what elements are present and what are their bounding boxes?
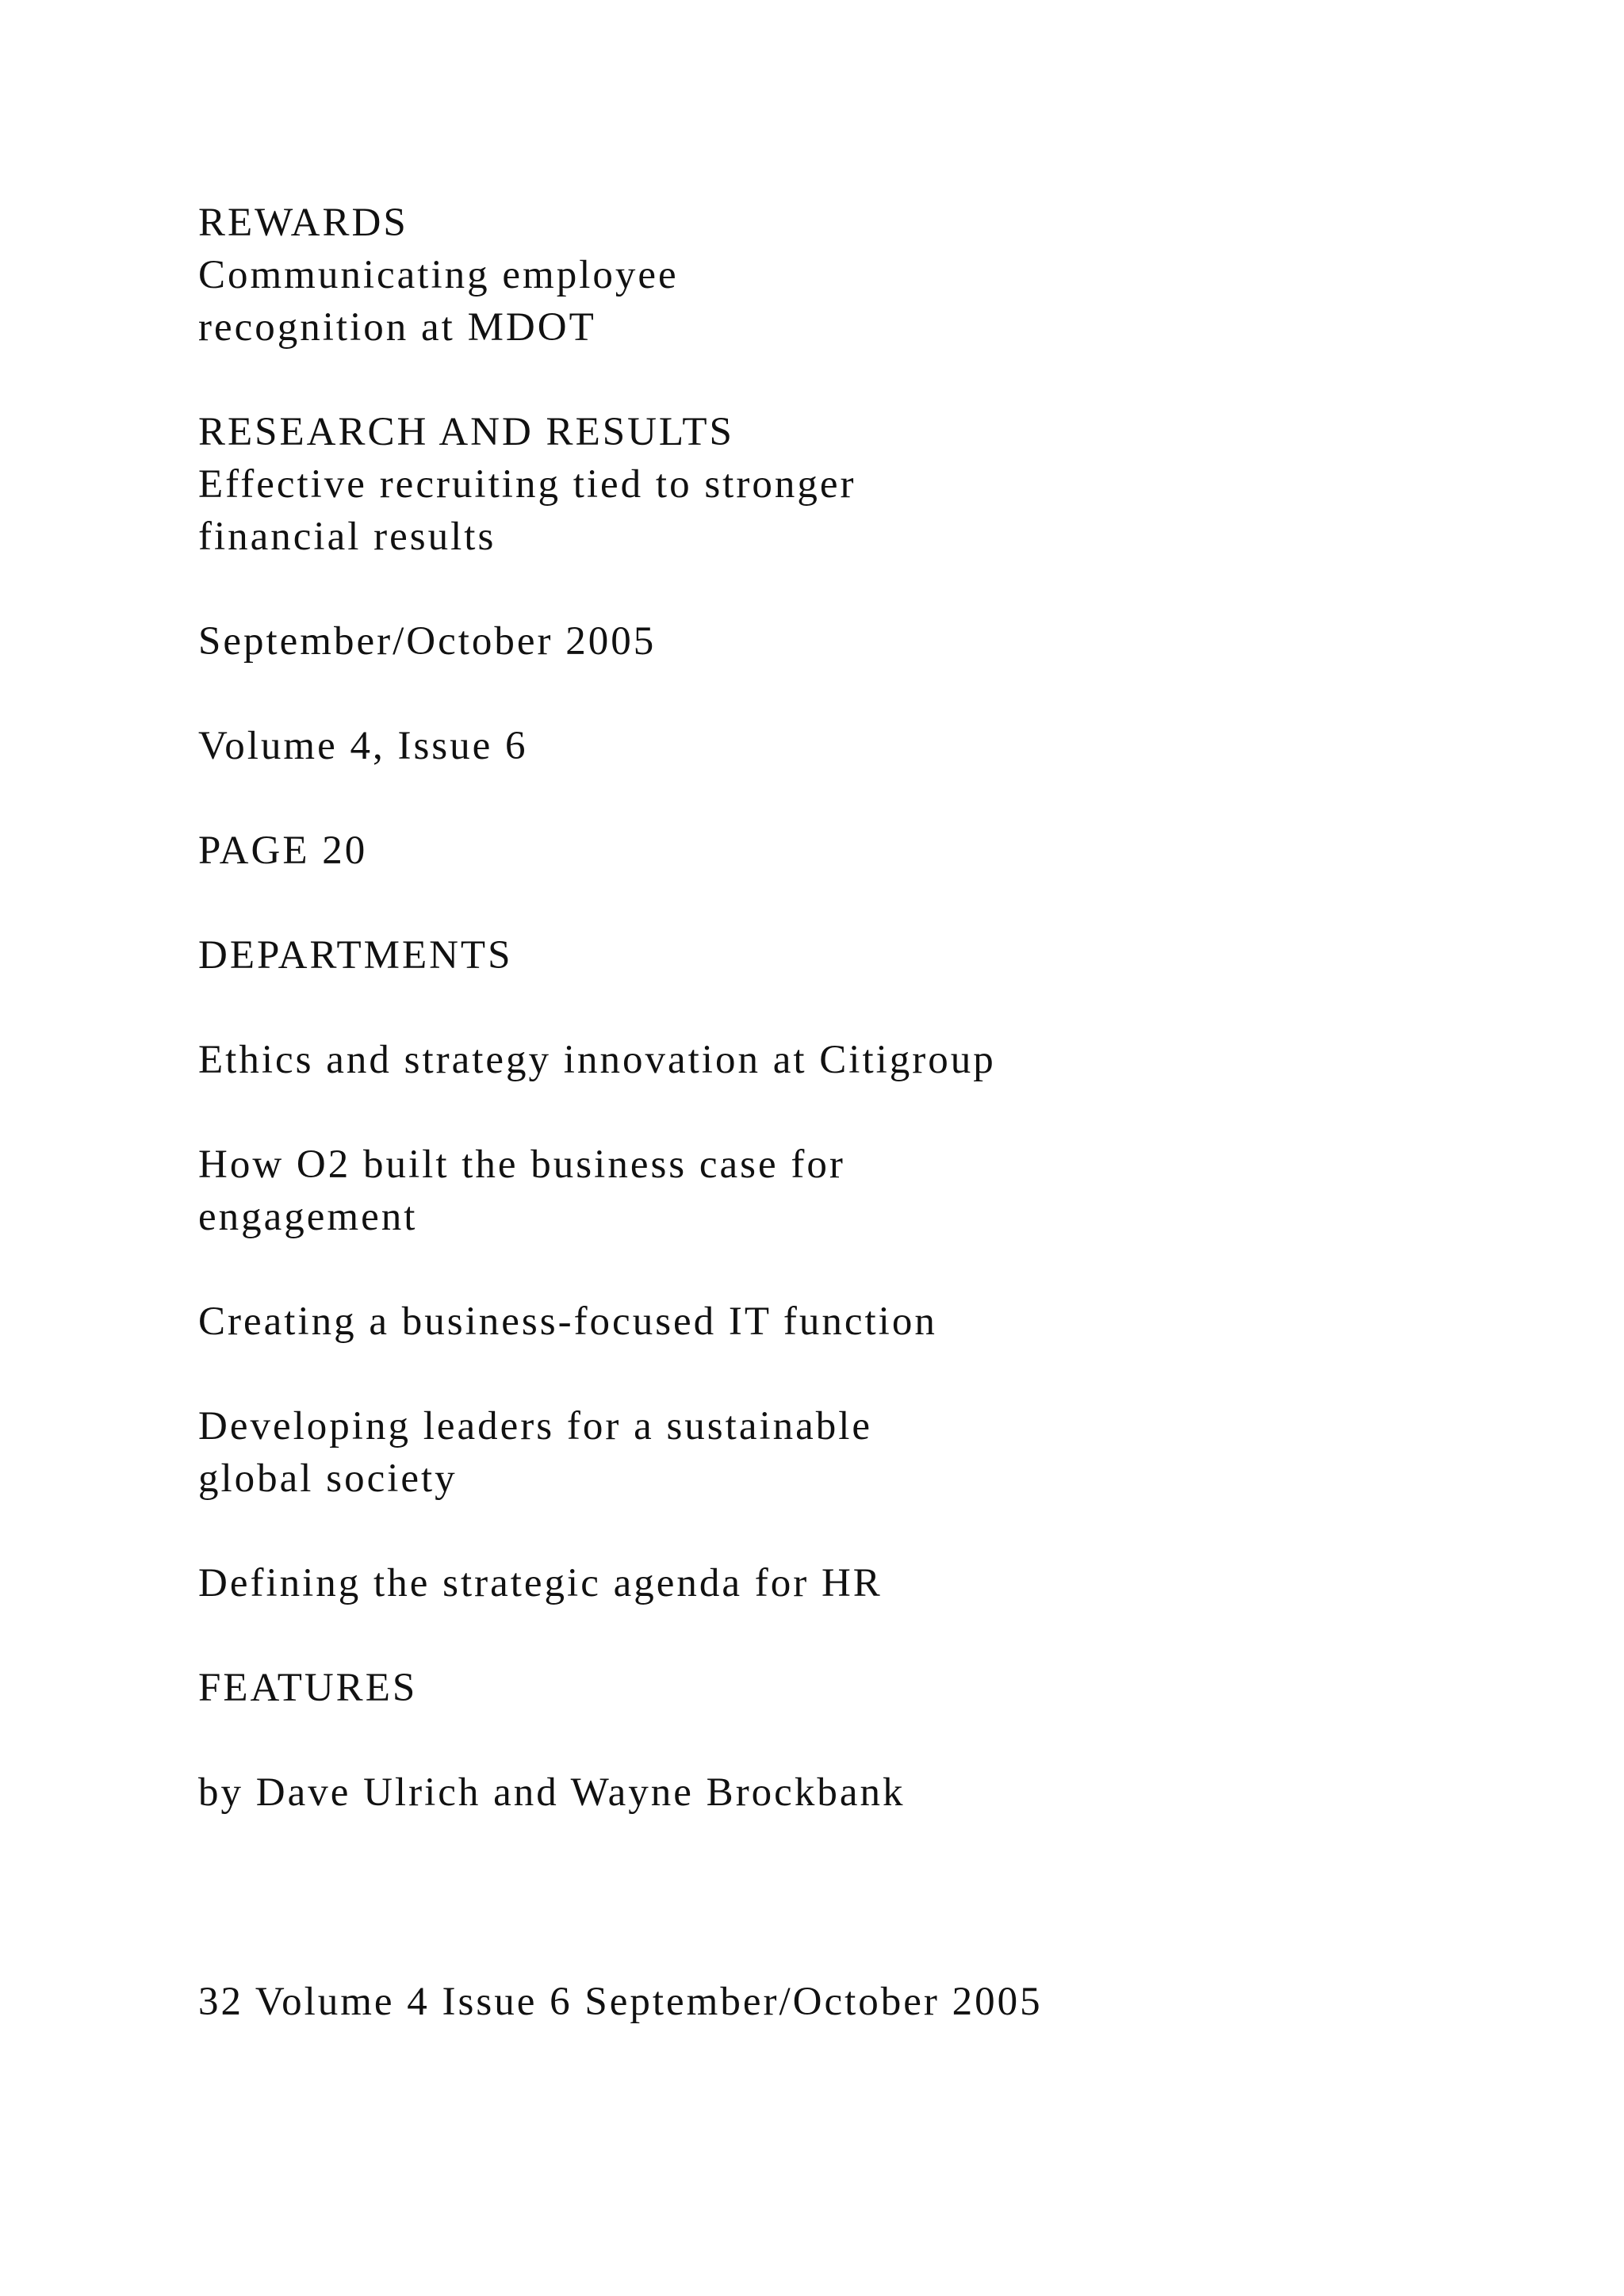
- issue-date: September/October 2005: [198, 619, 657, 664]
- department-item-citigroup: Ethics and strategy innovation at Citigroup: [198, 1038, 996, 1082]
- department-item-leaders-line-1: Developing leaders for a sustainable: [198, 1404, 873, 1448]
- page-reference: PAGE 20: [198, 828, 368, 873]
- rewards-title-line-2: recognition at MDOT: [198, 305, 596, 350]
- rewards-title-line-1: Communicating employee: [198, 253, 679, 297]
- rewards-heading: REWARDS: [198, 201, 408, 245]
- department-item-o2-line-2: engagement: [198, 1195, 418, 1239]
- department-item-hr-agenda: Defining the strategic agenda for HR: [198, 1561, 883, 1605]
- features-heading: FEATURES: [198, 1666, 418, 1710]
- research-heading: RESEARCH AND RESULTS: [198, 410, 734, 454]
- research-title-line-1: Effective recruiting tied to stronger: [198, 462, 856, 507]
- department-item-leaders-line-2: global society: [198, 1456, 458, 1501]
- features-byline: by Dave Ulrich and Wayne Brockbank: [198, 1770, 906, 1815]
- research-title-line-2: financial results: [198, 515, 496, 559]
- issue-volume: Volume 4, Issue 6: [198, 724, 528, 768]
- page-footer: 32 Volume 4 Issue 6 September/October 2005: [198, 1980, 1043, 2024]
- department-item-o2-line-1: How O2 built the business case for: [198, 1142, 845, 1187]
- department-item-it-function: Creating a business-focused IT function: [198, 1299, 937, 1344]
- departments-heading: DEPARTMENTS: [198, 933, 513, 978]
